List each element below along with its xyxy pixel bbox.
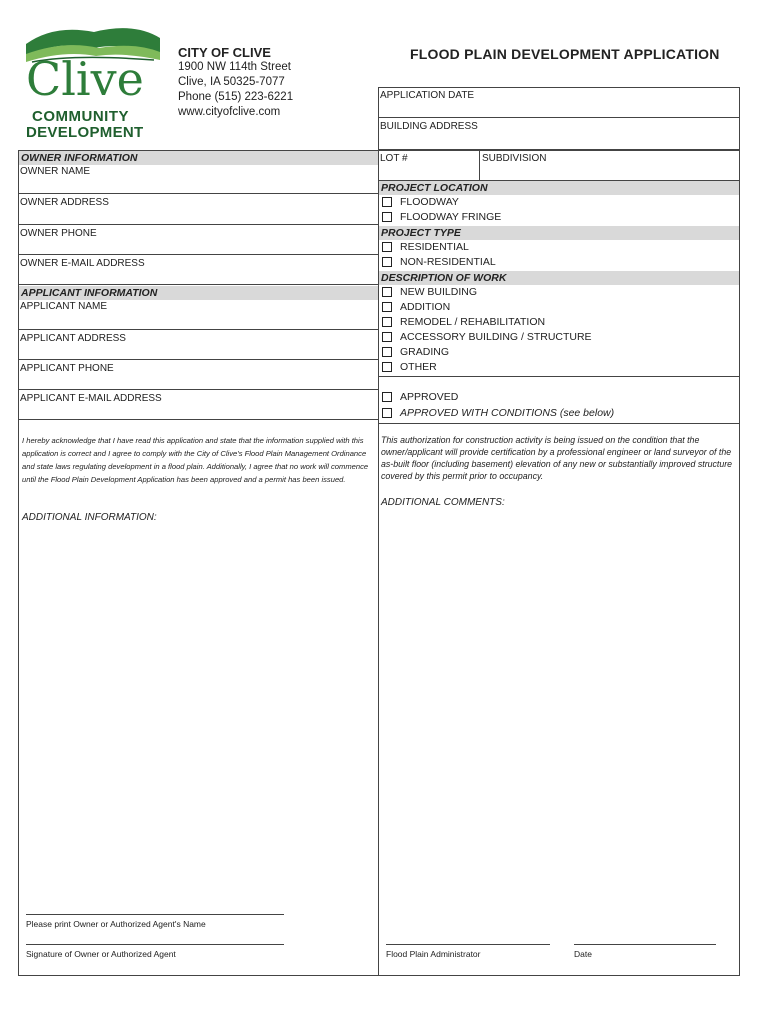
description-of-work-header: DESCRIPTION OF WORK [379,271,739,285]
checkbox-box[interactable] [382,197,392,207]
city-name: CITY OF CLIVE [178,45,271,60]
addition-label: ADDITION [400,301,451,313]
checkbox-approved-with-conditions[interactable] [382,407,614,419]
subdivision-label: SUBDIVISION [482,153,547,164]
signature-label: Signature of Owner or Authorized Agent [26,949,176,959]
applicant-address-label: APPLICANT ADDRESS [20,333,126,344]
city-info [178,45,293,120]
other-label: OTHER [400,361,437,373]
new-building-label: NEW BUILDING [400,286,478,298]
checkbox-new-building[interactable] [382,286,477,298]
additional-comments-label: ADDITIONAL COMMENTS: [381,497,505,508]
application-date-field[interactable] [378,87,740,118]
checkbox-box[interactable] [382,212,392,222]
floodway-fringe-label: FLOODWAY FRINGE [400,211,502,223]
checkbox-other[interactable] [382,361,437,373]
website-link: www.cityofclive.com [178,106,281,118]
section-divider [378,376,740,377]
owner-phone-field[interactable] [18,225,378,255]
signature-line[interactable] [26,944,284,959]
date-line[interactable] [574,944,716,959]
remodel-label: REMODEL / REHABILITATION [400,316,546,328]
logo-line2: COMMUNITY [32,108,129,125]
address-line2: Clive, IA 50325-7077 [178,76,285,88]
applicant-phone-label: APPLICANT PHONE [20,363,114,374]
checkbox-floodway[interactable] [382,196,459,208]
administrator-signature-line[interactable] [386,944,550,959]
project-type-header: PROJECT TYPE [379,226,739,240]
address-line1: 1900 NW 114th Street [178,61,291,73]
applicant-info-header: APPLICANT INFORMATION [19,286,378,300]
owner-email-label: OWNER E-MAIL ADDRESS [20,258,145,269]
acknowledgement-text: I hereby acknowledge that I have read this application and state that the information supplied with this application is correct and I agree to comply with the City of Clive's Flood Plain Management Ordinance and state laws regulating development in a flood plain. Additionally, I agree that no work will commence until the Flood Plain Development Application has been approved and a permit has been issued. [22,436,369,484]
owner-address-label: OWNER ADDRESS [20,197,109,208]
applicant-email-label: APPLICANT E-MAIL ADDRESS [20,393,162,404]
owner-info-header: OWNER INFORMATION [19,151,378,165]
checkbox-residential[interactable] [382,241,469,253]
administrator-label: Flood Plain Administrator [386,949,481,959]
applicant-phone-field[interactable] [18,360,378,390]
authorization-text: This authorization for construction activity is being issued on the condition that the owner/applicant will provide certification by a professional engineer or land surveyor of the as-built floor (including basement) elevation of any new or substantially improved structure covered by this permit prior to occupancy. [381,435,733,481]
approved-with-conditions-label: APPROVED WITH CONDITIONS (see below) [400,407,615,419]
applicant-name-field[interactable] [18,298,378,330]
form-title: FLOOD PLAIN DEVELOPMENT APPLICATION [410,46,720,62]
checkbox-grading[interactable] [382,346,449,358]
accessory-building-label: ACCESSORY BUILDING / STRUCTURE [400,331,592,343]
checkbox-non-residential[interactable] [382,256,496,268]
applicant-email-field[interactable] [18,390,378,420]
building-address-label: BUILDING ADDRESS [380,121,478,132]
checkbox-addition[interactable] [382,301,450,313]
owner-phone-label: OWNER PHONE [20,228,97,239]
owner-email-field[interactable] [18,255,378,285]
checkbox-box[interactable] [382,408,392,418]
floodway-label: FLOODWAY [400,196,459,208]
residential-label: RESIDENTIAL [400,241,469,253]
checkbox-box[interactable] [382,242,392,252]
owner-address-field[interactable] [18,194,378,225]
grading-label: GRADING [400,346,450,358]
checkbox-remodel[interactable] [382,316,545,328]
checkbox-box[interactable] [382,302,392,312]
checkbox-box[interactable] [382,257,392,267]
checkbox-floodway-fringe[interactable] [382,211,501,223]
application-date-label: APPLICATION DATE [380,90,475,101]
checkbox-box[interactable] [382,317,392,327]
project-location-header: PROJECT LOCATION [379,181,739,195]
checkbox-box[interactable] [382,392,392,402]
section-divider [378,423,740,424]
checkbox-box[interactable] [382,362,392,372]
applicant-name-label: APPLICANT NAME [20,301,108,312]
applicant-address-field[interactable] [18,330,378,360]
logo-line3: DEVELOPMENT [26,124,144,141]
lot-label: LOT # [380,153,408,164]
print-name-label: Please print Owner or Authorized Agent's Name [26,919,206,929]
print-name-line[interactable] [26,914,284,929]
date-label: Date [574,949,592,959]
owner-name-label: OWNER NAME [20,166,90,177]
approved-label: APPROVED [400,391,459,403]
non-residential-label: NON-RESIDENTIAL [400,256,496,268]
clive-logo [24,24,164,142]
checkbox-box[interactable] [382,287,392,297]
checkbox-box[interactable] [382,347,392,357]
checkbox-box[interactable] [382,332,392,342]
additional-info-label: ADDITIONAL INFORMATION: [22,512,157,523]
logo-name: Clive [26,52,144,106]
owner-name-field[interactable] [18,163,378,194]
building-address-field[interactable] [378,118,740,150]
phone-number: Phone (515) 223-6221 [178,91,294,103]
checkbox-accessory-building[interactable] [382,331,592,343]
checkbox-approved[interactable] [382,391,458,403]
